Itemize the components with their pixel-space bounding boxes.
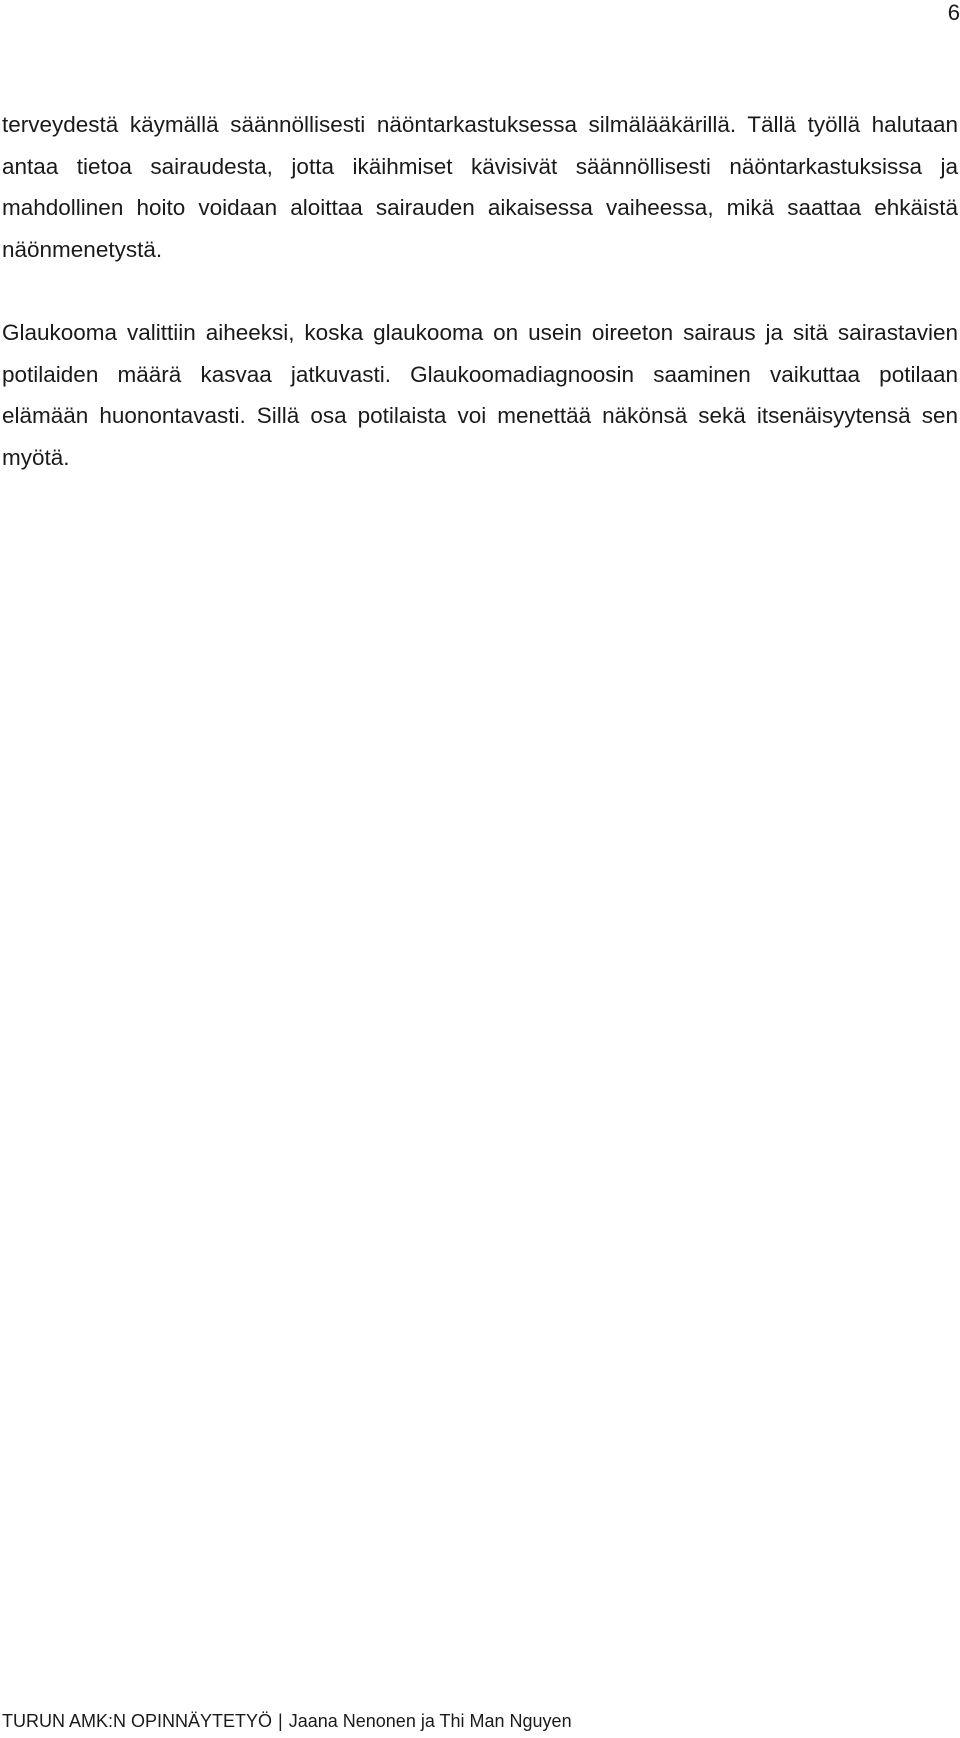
page-number: 6 [947,0,960,25]
footer-institution: TURUN AMK:N OPINNÄYTETYÖ [2,1711,273,1731]
body-paragraph-2: Glaukooma valittiin aiheeksi, koska glaukooma on usein oireeton sairaus ja sitä sairastavien potilaiden määrä kasvaa jatkuvasti. Glaukoomadiagnoosin saaminen vaikuttaa potilaan elämään huonontavasti. Sillä osa potilaista voi menettää näkönsä sekä itsenäisyytensä sen myötä. [2,320,958,470]
footer-authors: Jaana Nenonen ja Thi Man Nguyen [288,1711,572,1731]
page-footer [2,1710,572,1732]
body-paragraph-1: terveydestä käymällä säännöllisesti näöntarkastuksessa silmälääkärillä. Tällä työllä halutaan antaa tietoa sairaudesta, jotta ikäihmiset kävisivät säännöllisesti näöntarkastuksissa ja mahdollinen hoito voidaan aloittaa sairauden aikaisessa vaiheessa, mikä saattaa ehkäistä näönmenetystä. [2,112,958,262]
footer-separator: | [278,1711,283,1731]
